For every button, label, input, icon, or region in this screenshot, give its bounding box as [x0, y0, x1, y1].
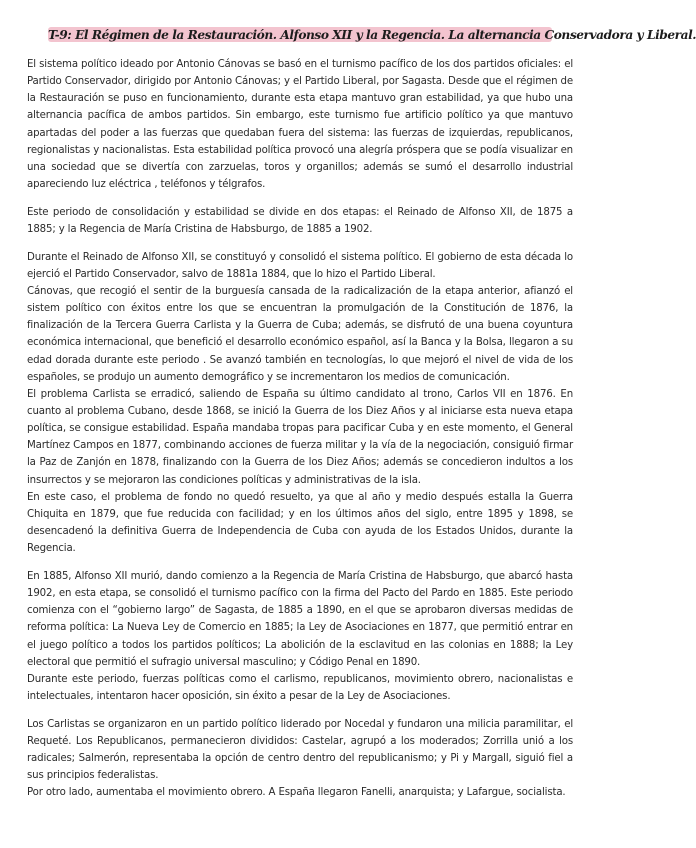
paragraph-canovas: Cánovas, que recogió el sentir de la burguesía cansada de la radicalización de la etapa anterior, afianzó el sistem político con éxitos entre los que se encuentran la promulgación de la Constitución de 1876, la finalización de la Tercera Guerra Carlista y la Guerra de Cuba; además, se disfrutó de una buena coyuntura económica internacional, que benefició el desarrollo económico español, así la Banca y la Bolsa, llegaron a su edad dorada durante este periodo . Se avanzó también en tecnologías, lo que mejoró el nivel de vida de los españoles, se produjo un aumento demográfico y se incrementaron los medios de comunicación.	[27, 285, 573, 383]
paragraph-carlist-cuba: El problema Carlista se erradicó, saliendo de España su último candidato al trono, Carlos VII en 1876. En cuanto al problema Cubano, desde 1868, se inició la Guerra de los Diez Años y al iniciarse esta nueva etapa política, se consigue estabilidad. España mandaba tropas para pacificar Cuba y en este momento, el General Martínez Campos en 1877, combinando acciones de fuerza militar y la vía de la negociación, consiguió firmar la Paz de Zanjón en 1878, finalizando con la Guerra de los Diez Años; además se concedieron indultos a los insurrectos y se mejoraron las condiciones políticas y administrativas de la isla.	[27, 388, 573, 486]
paragraph-regency: En 1885, Alfonso XII murió, dando comienzo a la Regencia de María Cristina de Habsburgo, que abarcó hasta 1902, en esta etapa, se consolidó el turnismo pacífico con la firma del Pacto del Pardo en 1885. Este periodo comienza con el “gobierno largo” de Sagasta, de 1885 a 1890, en el que se aprobaron diversas medidas de reforma política: La Nueva Ley de Comercio en 1885; la Ley de Asociaciones en 1877, que permitió entrar en el juego político a todos los partidos políticos; La abolición de la esclavitud en las colonias en 1888; la Ley electoral que permitió el sufragio universal masculino; y Código Penal en 1890.	[27, 570, 573, 668]
paragraph-alfonso-reign: Durante el Reinado de Alfonso XII, se constituyó y consolidó el sistema político. El gobierno de esta década lo ejerció el Partido Conservador, salvo de 1881a 1884, que lo hizo el Partido Liberal.	[27, 251, 573, 280]
paragraph-periods: Este periodo de consolidación y estabilidad se divide en dos etapas: el Reinado de Alfonso XII, de 1875 a 1885; y la Regencia de María Cristina de Habsburgo, de 1885 a 1902.	[27, 206, 573, 235]
paragraph-workers-movement: Por otro lado, aumentaba el movimiento obrero. A España llegaron Fanelli, anarquista; y Lafargue, socialista.	[27, 787, 566, 799]
paragraph-cuba-war: En este caso, el problema de fondo no quedó resuelto, ya que al año y medio después estalla la Guerra Chiquita en 1879, que fue reducida con facilidad; y en los últimos años del siglo, entre 1895 y 1898, se desencadenó la definitiva Guerra de Independencia de Cuba con ayuda de los Estados Unidos, durante la Regencia.	[27, 491, 573, 555]
document-body	[27, 56, 573, 801]
paragraph-intro: El sistema político ideado por Antonio Cánovas se basó en el turnismo pacífico de los dos partidos oficiales: el Partido Conservador, dirigido por Antonio Cánovas; y el Partido Liberal, por Sagasta. Desde que el régimen de la Restauración se puso en funcionamiento, durante esta etapa mantuvo gran estabilidad, ya que hubo una alternancia pacífica de ambos partidos. Sin embargo, este turnismo fue artificio político ya que mantuvo apartadas del poder a las fuerzas que quedaban fuera del sistema: las fuerzas de izquierdas, republicanos, regionalistas y nacionalistas. Esta estabilidad política provocó una alegría próspera que se podía visualizar en una sociedad que se divertía con zarzuelas, toros y organillos; además se sumó el desarrollo industrial apareciendo luz eléctrica , teléfonos y télgrafos.	[27, 59, 573, 191]
title-banner	[48, 24, 696, 46]
paragraph-carlists-republicans: Los Carlistas se organizaron en un partido político liderado por Nocedal y fundaron una milicia paramilitar, el Requeté. Los Republicanos, permanecieron divididos: Castelar, agrupó a los moderados; Zorrilla unió a los radicales; Salmerón, representaba la opción de centro dentro del republicanismo; y Pi y Margall, siguió fiel a sus principios federalistas.	[27, 718, 573, 782]
page-title: T-9: El Régimen de la Restauración. Alfonso XII y la Regencia. La alternancia Conservadora y Liberal.	[48, 28, 696, 42]
paragraph-opposition: Durante este periodo, fuerzas políticas como el carlismo, republicanos, movimiento obrero, nacionalistas e intelectuales, intentaron hacer oposición, sin éxito a pesar de la Ley de Asociaciones.	[27, 673, 573, 702]
